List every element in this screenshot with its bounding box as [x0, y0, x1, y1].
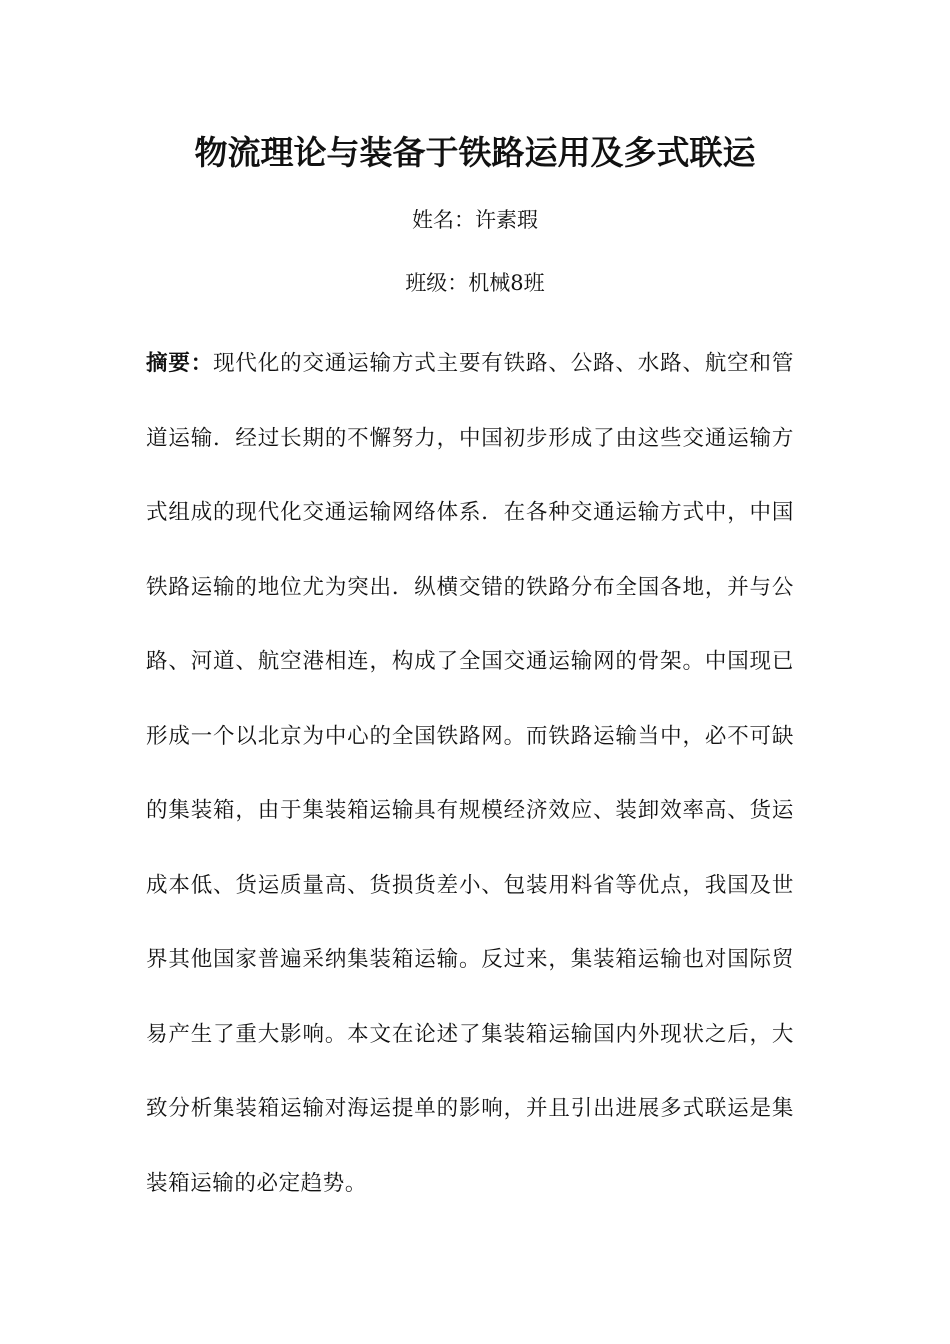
abstract-paragraph: [146, 327, 794, 1221]
class-line: 班级：机械8班: [405, 271, 545, 295]
author-line: 姓名：许素瑕: [412, 208, 538, 232]
document-title: 物流理论与装备于铁路运用及多式联运: [194, 133, 756, 172]
abstract-label: 摘要：: [146, 351, 214, 376]
abstract-text: 现代化的交通运输方式主要有铁路、公路、水路、航空和管道运输．经过长期的不懈努力，中国初步形成了由这些交通运输方式组成的现代化交通运输网络体系．在各种交通运输方式中，中国铁路运输的地位尤为突出．纵横交错的铁路分布全国各地，并与公路、河道、航空港相连，构成了全国交通运输网的骨架。中国现已形成一个以北京为中心的全国铁路网。而铁路运输当中，必不可缺的集装箱，由于集装箱运输具有规模经济效应、装卸效率高、货运成本低、货运质量高、货损货差小、包装用料省等优点，我国及世界其他国家普遍采纳集装箱运输。反过来，集装箱运输也对国际贸易产生了重大影响。本文在论述了集装箱运输国内外现状之后，大致分析集装箱运输对海运提单的影响，并且引出进展多式联运是集装箱运输的必定趋势。: [146, 351, 794, 1196]
